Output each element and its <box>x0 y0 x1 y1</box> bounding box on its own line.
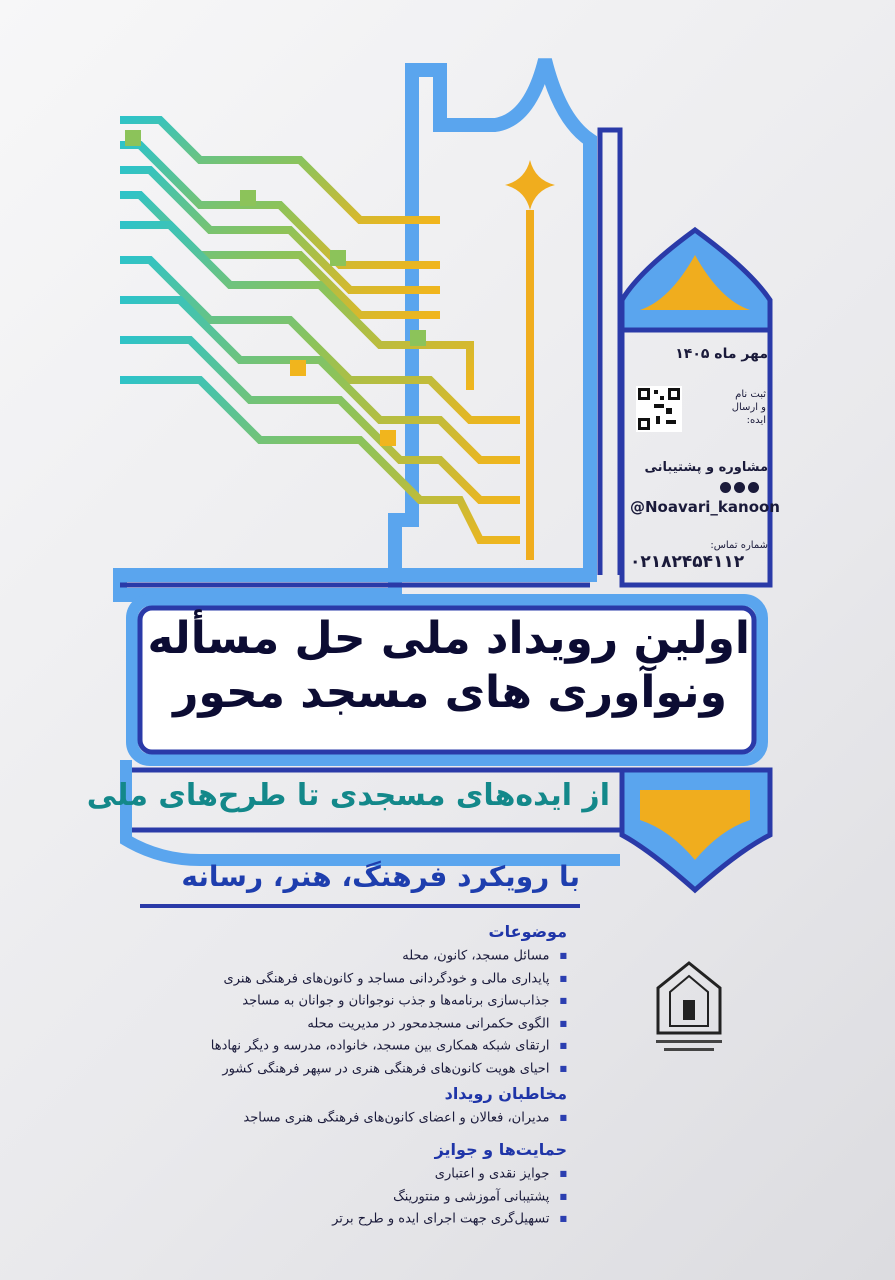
phone-label: شماره تماس: <box>710 540 768 551</box>
event-title <box>147 612 750 746</box>
list-item: ■ مسائل مسجد، کانون، محله <box>211 945 567 968</box>
registration-qr-code[interactable] <box>636 386 682 432</box>
topics-section <box>211 922 567 1080</box>
support-heading: حمایت‌ها و جوایز <box>434 1140 567 1159</box>
support-section <box>332 1140 567 1231</box>
divider <box>140 904 580 908</box>
list-item: ■ احیای هویت کانون‌های فرهنگی هنری در سپهر فرهنگی کشور <box>211 1058 567 1081</box>
audience-heading: مخاطبان رویداد <box>444 1084 567 1103</box>
event-date: مهر ماه ۱۴۰۵ <box>675 346 768 362</box>
support-label: مشاوره و پشتیبانی <box>644 460 768 475</box>
organization-logo <box>650 958 728 1058</box>
social-handle[interactable]: @Noavari_kanoon <box>630 498 780 516</box>
list-item: ■ پشتیبانی آموزشی و منتورینگ <box>332 1186 567 1209</box>
list-item: ■ مدیران، فعالان و اعضای کانون‌های فرهنگی هنری مساجد <box>243 1107 567 1130</box>
telegram-icon <box>720 482 731 493</box>
social-icons <box>720 482 759 493</box>
title-line-1: اولین رویداد ملی حل مسأله <box>147 613 750 664</box>
list-item: ■ تسهیل‌گری جهت اجرای ایده و طرح برتر <box>332 1208 567 1231</box>
event-approach: با رویکرد فرهنگ، هنر، رسانه <box>181 860 580 893</box>
list-item: ■ الگوی حکمرانی مسجدمحور در مدیریت محله <box>211 1013 567 1036</box>
topics-heading: موضوعات <box>488 922 567 941</box>
register-label: ثبت نام و ارسال ایده: <box>731 389 766 426</box>
list-item: ■ جوایز نقدی و اعتباری <box>332 1163 567 1186</box>
phone-number[interactable]: ۰۲۱۸۲۴۵۴۱۱۲ <box>630 552 745 572</box>
list-item: ■ جذاب‌سازی برنامه‌ها و جذب نوجوانان و جوانان به مساجد <box>211 990 567 1013</box>
audience-section <box>243 1084 567 1130</box>
event-subtitle: از ایده‌های مسجدی تا طرح‌های ملی <box>86 778 610 813</box>
title-line-2: ونوآوری های مسجد محور <box>173 667 727 718</box>
messenger-icon <box>748 482 759 493</box>
list-item: ■ ارتقای شبکه همکاری بین مسجد، خانواده، مدرسه و دیگر نهادها <box>211 1035 567 1058</box>
instagram-icon <box>734 482 745 493</box>
list-item: ■ پایداری مالی و خودگردانی مساجد و کانون‌های فرهنگی هنری <box>211 968 567 991</box>
